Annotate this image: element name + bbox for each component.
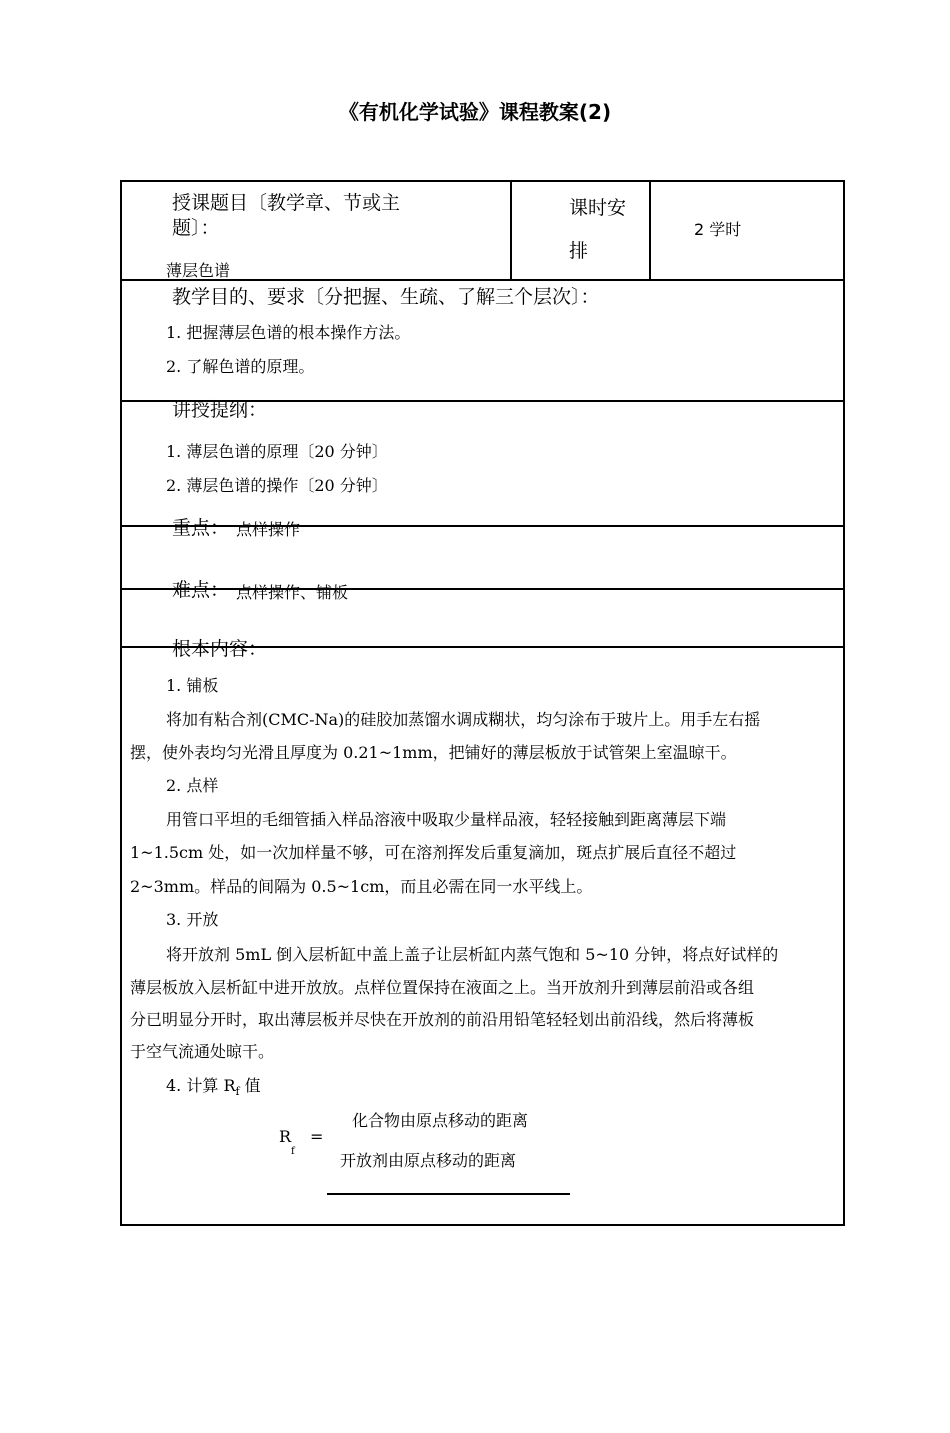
section-title: 3. 开放 bbox=[166, 910, 219, 929]
objective-item: 1. 把握薄层色谱的根本操作方法。 bbox=[166, 323, 411, 342]
rf-subscript: f bbox=[235, 1085, 240, 1099]
objectives-label: 教学目的、要求〔分把握、生疏、了解三个层次〕： bbox=[172, 286, 600, 308]
hours-label: 课时安 bbox=[569, 197, 627, 219]
formula-equals: = bbox=[310, 1127, 324, 1146]
paragraph-line: 摆，使外表均匀光滑且厚度为 0.21~1mm，把铺好的薄层板放于试管架上室温晾干。 bbox=[130, 743, 737, 762]
section-title bbox=[166, 1073, 261, 1098]
difficulty-label: 难点： bbox=[172, 579, 230, 601]
paragraph-line: 分已明显分开时，取出薄层板并尽快在开放剂的前沿用铅笔轻轻划出前沿线，然后将薄板 bbox=[130, 1010, 755, 1029]
section-title: 1. 铺板 bbox=[166, 676, 219, 695]
rf-title-tail: 值 bbox=[239, 1076, 261, 1095]
paragraph-line: 于空气流通处晾干。 bbox=[130, 1042, 275, 1061]
objective-item: 2. 了解色谱的原理。 bbox=[166, 357, 315, 376]
page-title: 《有机化学试验》课程教案(2) bbox=[338, 100, 612, 124]
paragraph-line: 2~3mm。样品的间隔为 0.5~1cm，而且必需在同一水平线上。 bbox=[130, 877, 593, 896]
topic-value: 薄层色谱 bbox=[166, 261, 231, 280]
formula-subscript: f bbox=[291, 1146, 295, 1157]
key-point-value: 点样操作 bbox=[236, 520, 301, 539]
paragraph-line: 1~1.5cm 处，如一次加样量不够，可在溶剂挥发后重复滴加，斑点扩展后直径不超过 bbox=[130, 843, 737, 862]
topic-label: 授课题目〔教学章、节或主 bbox=[172, 192, 401, 214]
formula-denominator: 开放剂由原点移动的距离 bbox=[340, 1151, 517, 1170]
outline-item: 2. 薄层色谱的操作〔20 分钟〕 bbox=[166, 476, 388, 495]
hours-label-cont: 排 bbox=[569, 240, 589, 262]
formula-r: R bbox=[279, 1127, 292, 1146]
column-divider bbox=[649, 180, 651, 280]
rf-title: 4. 计算 R bbox=[166, 1076, 236, 1095]
paragraph-line: 将开放剂 5mL 倒入层析缸中盖上盖子让层析缸内蒸气饱和 5~10 分钟，将点好试样的 bbox=[166, 945, 779, 964]
paragraph-line: 将加有粘合剂(CMC-Na)的硅胶加蒸馏水调成糊状，均匀涂布于玻片上。用手左右摇 bbox=[166, 710, 761, 729]
fraction-bar bbox=[327, 1193, 570, 1195]
key-point-label: 重点： bbox=[172, 517, 230, 539]
paragraph-line: 薄层板放入层析缸中进开放放。点样位置保持在液面之上。当开放剂升到薄层前沿或各组 bbox=[130, 978, 755, 997]
section-title: 2. 点样 bbox=[166, 776, 219, 795]
outline-label: 讲授提纲： bbox=[172, 399, 268, 421]
paragraph-line: 用管口平坦的毛细管插入样品溶液中吸取少量样品液，轻轻接触到距离薄层下端 bbox=[166, 810, 727, 829]
content-label: 根本内容： bbox=[172, 638, 268, 660]
difficulty-value: 点样操作、铺板 bbox=[236, 583, 349, 602]
topic-label-cont: 题〕： bbox=[172, 217, 220, 239]
hours-value: 2 学时 bbox=[694, 220, 742, 239]
outline-item: 1. 薄层色谱的原理〔20 分钟〕 bbox=[166, 442, 388, 461]
formula-numerator: 化合物由原点移动的距离 bbox=[352, 1111, 529, 1130]
column-divider bbox=[510, 180, 512, 280]
